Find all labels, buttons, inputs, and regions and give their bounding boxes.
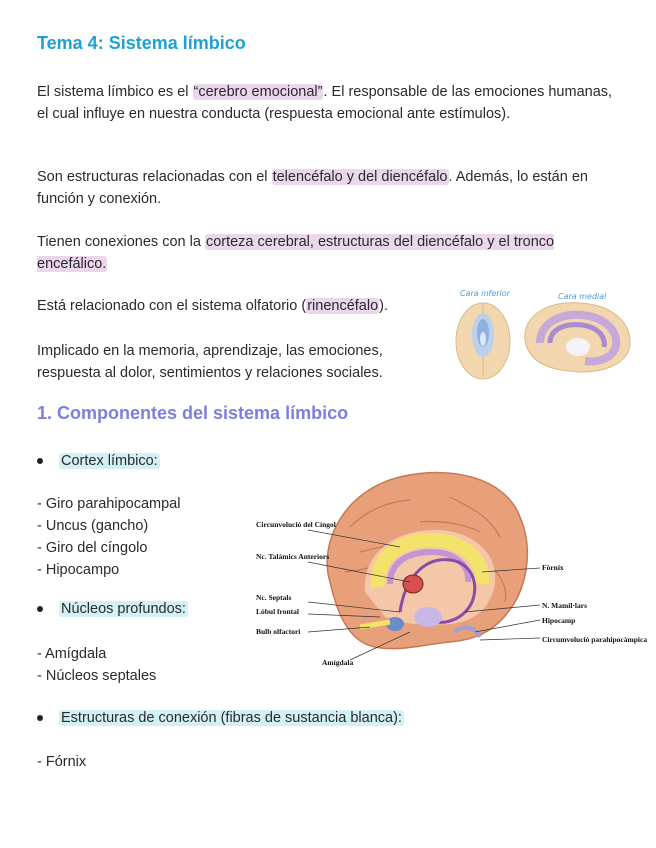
para2-text-after: . Además, lo están en función y conexión. xyxy=(37,169,588,207)
bullet-label: Cortex límbico: xyxy=(61,453,158,469)
bullet-label: Estructuras de conexión (fibras de sustancia blanca): xyxy=(61,710,402,726)
list-item: - Núcleos septales xyxy=(37,668,157,684)
label-lobul-frontal: Lòbul frontal xyxy=(256,607,299,616)
list-cortex xyxy=(37,493,180,581)
bullet-dot xyxy=(37,606,43,612)
list-item: - Uncus (gancho) xyxy=(37,518,149,534)
list-nucleos xyxy=(37,643,156,687)
bullet-dot xyxy=(37,715,43,721)
highlight-cerebro-emocional: “cerebro emocional” xyxy=(193,84,323,100)
label-cara-inferior: Cara inferior xyxy=(460,289,510,298)
paragraph-structures xyxy=(37,166,617,210)
bullet-label: Núcleos profundos: xyxy=(61,601,186,617)
label-cingol: Circunvolució del Cíngol xyxy=(256,520,336,529)
paragraph-olfactory xyxy=(37,295,447,317)
para4-text: Está relacionado con el sistema olfatorio ( xyxy=(37,298,307,314)
bullet-estructuras-conexion xyxy=(37,707,404,729)
label-amigdala: Amígdala xyxy=(322,658,354,667)
label-talamics: Nc. Talàmics Anteriors xyxy=(256,552,330,561)
highlight-corteza: corteza cerebral, estructuras del diencéfalo y el tronco encefálico. xyxy=(37,234,555,272)
highlight-rinencefalo: rinencéfalo xyxy=(307,298,379,314)
para2-text: Son estructuras relacionadas con el xyxy=(37,169,272,185)
bullet-dot xyxy=(37,458,43,464)
label-cara-medial: Cara medial xyxy=(558,292,607,301)
para4-text-after: ). xyxy=(379,298,388,314)
label-hipocamp: Hipocamp xyxy=(542,616,576,625)
list-conexion xyxy=(37,751,86,773)
paragraph-definition xyxy=(37,81,617,125)
para3-text: Tienen conexiones con la xyxy=(37,234,205,250)
label-mamillars: N. Mamil·lars xyxy=(542,601,587,610)
page-title: Tema 4: Sistema límbico xyxy=(37,33,246,53)
small-brain-figure xyxy=(450,285,640,380)
limbic-system-figure xyxy=(250,462,648,677)
label-fornix: Fòrnix xyxy=(542,563,564,572)
para1-text-after: . El responsable de las emociones humanas, el cual influye en nuestra conducta (respuesta emocional ante estímulos). xyxy=(37,84,613,122)
label-bulb-olfactori: Bulb olfactori xyxy=(256,627,301,636)
list-item: - Amígdala xyxy=(37,646,107,662)
label-parahipocampica: Circumvolució parahipocàmpica xyxy=(542,635,648,644)
highlight-telencefalo: telencéfalo y del diencéfalo xyxy=(272,169,448,185)
inferior-brain-view xyxy=(456,303,510,379)
para1-text: El sistema límbico es el xyxy=(37,84,193,100)
bullet-nucleos-profundos xyxy=(37,598,188,620)
section-title-componentes: 1. Componentes del sistema límbico xyxy=(37,403,349,423)
brain-illustration xyxy=(327,473,527,649)
bullet-cortex-limbico xyxy=(37,450,160,472)
label-septals: Nc. Septals xyxy=(256,593,292,602)
paragraph-functions: Implicado en la memoria, aprendizaje, las emociones, respuesta al dolor, sentimientos y relaciones sociales. xyxy=(37,343,383,381)
medial-brain-view xyxy=(525,303,630,372)
list-item: - Giro parahipocampal xyxy=(37,496,181,512)
list-item: - Fórnix xyxy=(37,754,87,770)
list-item: - Hipocampo xyxy=(37,562,120,578)
list-item: - Giro del cíngolo xyxy=(37,540,148,556)
paragraph-connections xyxy=(37,231,627,275)
